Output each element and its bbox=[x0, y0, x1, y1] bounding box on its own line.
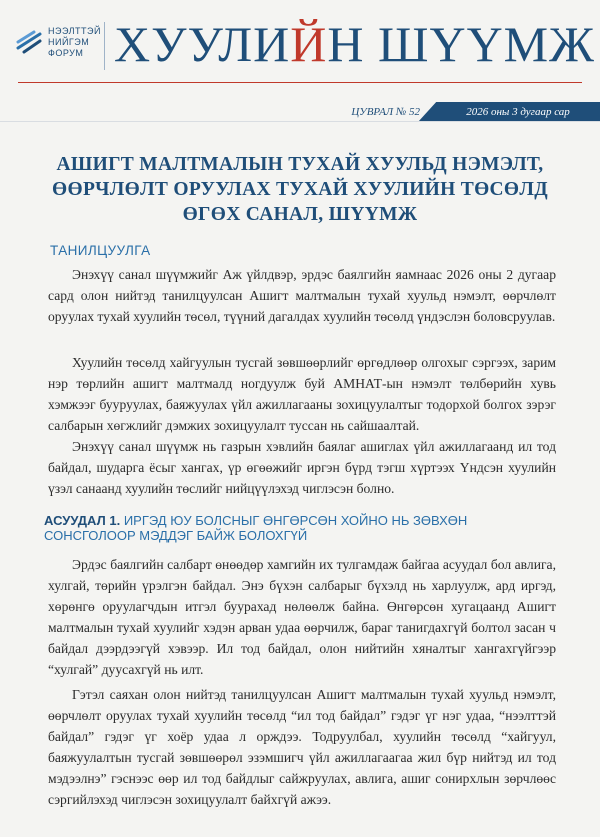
publication-title-accent: Й bbox=[290, 16, 328, 72]
issue-1-paragraph: Гэтэл саяхан олон нийтэд танилцуулсан Ашигт малтмалын тухай хуульд нэмэлт, өөрчлөлт оруулах тухай хуулийн төсөлд “ил тод байдал” гэдэг үг нэг удаа, “нээлттэй байдал” гэдэг үг хоёр удаа л орждээ. Тодруулбал, хуулийн төсөлд “хайгуул, баяжуулалтын тусгай зөвшөөрөл эзэмшигч үйл ажиллагаагаа жил бүр нийтэд ил тод мэдээлнэ” гэснээс өөр ил тод байдлыг сайжруулах, авлига, ашиг сонирхлын зөрчлөөс сэргийлэхэд чиглэсэн зохицуулалт байхгүй ажээ. bbox=[48, 687, 556, 807]
band-divider bbox=[0, 121, 600, 122]
masthead-divider bbox=[104, 22, 105, 70]
publication-title-part: ХУУЛИ bbox=[114, 16, 291, 72]
header-rule bbox=[18, 82, 582, 83]
document-title bbox=[40, 152, 560, 227]
intro-paragraph: Хуулийн төсөлд хайгуулын тусгай зөвшөөрлийг өргөдлөөр олгохыг сэргээх, зарим нэр төрлийн ашигт малтмалд ногдуулж буй АМНАТ-ын нэмэлт төлбөрийн хувь хэмжээг бууруулах, баяжуулах үйл ажиллагааны зохицуулалтыг тодорхой болгох зэрэг салбарын хөгжлийг дэмжих зохицуулалт туссан нь сайшаалтай. bbox=[48, 355, 556, 433]
issue-date: 2026 оны 3 дугаар сар bbox=[466, 106, 570, 118]
publication-title bbox=[114, 14, 595, 74]
org-name-line: ФОРУМ bbox=[48, 48, 84, 58]
series-number: ЦУВРАЛ № 52 bbox=[351, 106, 420, 118]
document-title-line: ӨӨРЧЛӨЛТ ОРУУЛАХ ТУХАЙ ХУУЛИЙН ТӨСӨЛД bbox=[52, 179, 548, 200]
document-title-line: ӨГӨХ САНАЛ, ШҮҮМЖ bbox=[182, 204, 418, 225]
org-name-line: НИЙГЭМ bbox=[48, 37, 90, 47]
forum-logo-icon bbox=[14, 26, 44, 56]
org-name bbox=[48, 26, 101, 59]
document-title-line: АШИГТ МАЛТМАЛЫН ТУХАЙ ХУУЛЬД НЭМЭЛТ, bbox=[56, 154, 544, 175]
issue-1-heading bbox=[44, 513, 564, 543]
intro-heading: ТАНИЛЦУУЛГА bbox=[50, 243, 151, 258]
publication-title-part: Н ШҮҮМЖ bbox=[327, 16, 595, 72]
masthead bbox=[0, 0, 600, 90]
intro-paragraph: Энэхүү санал шүүмжийг Аж үйлдвэр, эрдэс баялгийн яамнаас 2026 оны 2 дугаар сард олон нийтэд танилцуулсан Ашигт малтмалын тухай хуульд нэмэлт, өөрчлөлт оруулах тухай хуулийн төсөл, түүний дагалдах хуулийн төсөлд үндэслэн боловсруулав. bbox=[48, 267, 556, 324]
issue-1-heading-line: СОНСГОЛООР МЭДДЭГ БАЙЖ БОЛОХГҮЙ bbox=[44, 528, 308, 543]
intro-paragraph: Энэхүү санал шүүмж нь газрын хэвлийн баялаг ашиглах үйл ажиллагаанд ил тод байдал, шударга ёсыг хангах, үр өгөөжийг иргэн бүрд тэгш хүртээх Үндсэн хуулийн үзэл санаанд хуулийн төслийг нийцүүлэхэд чиглэсэн болно. bbox=[48, 439, 556, 496]
issue-1-label: АСУУДАЛ 1. bbox=[44, 513, 121, 528]
org-name-line: НЭЭЛТТЭЙ bbox=[48, 26, 101, 36]
issue-1-paragraph: Эрдэс баялгийн салбарт өнөөдөр хамгийн их тулгамдаж байгаа асуудал бол авлига, хулгай, төрийн үрэлгэн байдал. Энэ бүхэн салбарыг бүхэлд нь харлуулж, ард иргэд, хөрөнгө оруулагчдын итгэл буурахад нөлөөлж байна. Өнгөрсөн хугацаанд Ашигт малтмалын тухай хуулийг хэдэн арван удаа өөрчилж, бараг танигдахгүй болтол засан ч байдал дээрдээгүй хэвээр. Ил тод байдал, олон нийтийн хяналтыг хангахгүйгээр “хулгай” дуусахгүй нь илт. bbox=[48, 557, 556, 677]
issue-1-heading-line: ИРГЭД ЮУ БОЛСНЫГ ӨНГӨРСӨН ХОЙНО НЬ ЗӨВХӨН bbox=[123, 513, 468, 528]
